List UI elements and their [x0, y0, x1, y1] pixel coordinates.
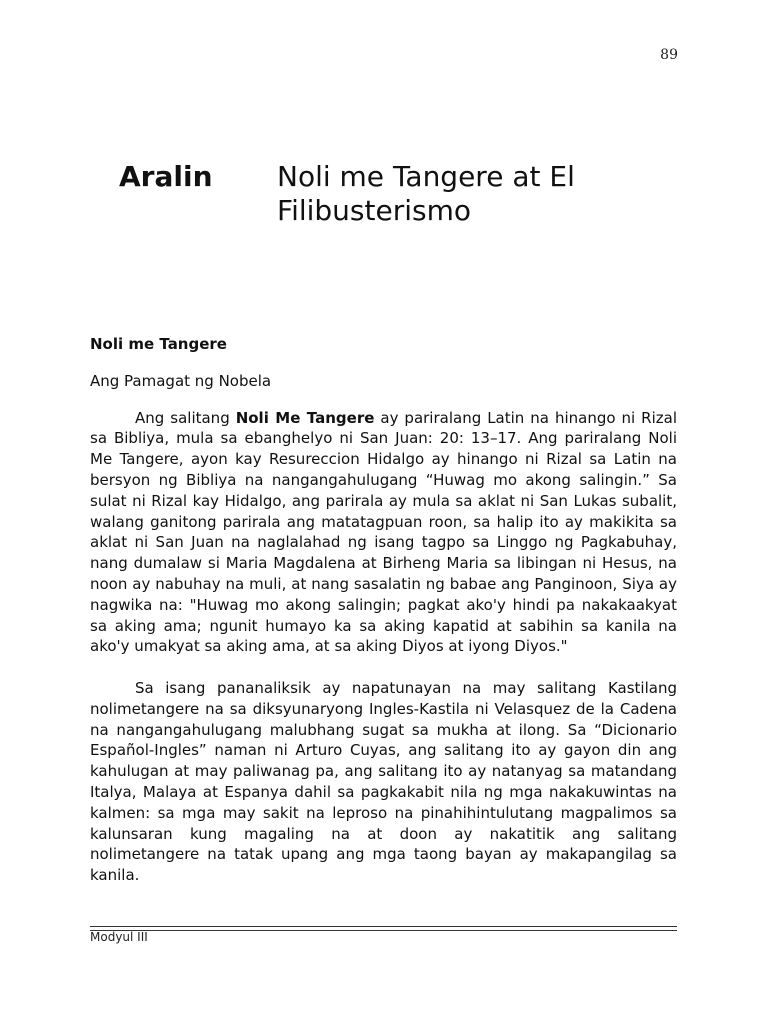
lesson-heading	[119, 160, 709, 228]
paragraph-2: Sa isang pananaliksik ay napatunayan na may salitang Kastilang nolimetangere na sa diksyunaryong Ingles-Kastila ni Velasquez de la Cadena na nangangahulugang malubhang sugat sa mukha at ilong. Sa “Dicionario Español-Ingles” naman ni Arturo Cuyas, ang salitang ito ay gayon din ang kahulugan at may paliwanag pa, ang salitang ito ay natanyag sa matandang Italya, Malaya at Espanya dahil sa pagkakabit nila ng mga nakakuwintas na kalmen: sa mga may sakit na leproso na pinahihintulutang magpalimos sa kalunsaran kung magaling na at doon ay nakatitik ang salitang nolimetangere na tatak upang ang mga taong bayan ay makapangilag sa kanila.	[90, 678, 677, 885]
paragraph-1	[90, 408, 677, 658]
lesson-title: Noli me Tangere at El Filibusterismo	[277, 160, 575, 227]
paragraph-1-rest: ay pariralang Latin na hinango ni Rizal sa Bibliya, mula sa ebanghelyo ni San Juan: 20: 13–17. Ang pariralang Noli Me Tangere, ayon kay Resureccion Hidalgo ay hinango ni Rizal sa Latin na bersyon ng Bibliya na nangangahulugang “Huwag mo akong salingin.” Sa sulat ni Rizal kay Hidalgo, ang parirala ay mula sa aklat ni San Lukas subalit, walang ganitong parirala ang matatagpuan roon, sa halip ito ay makikita sa aklat ni San Juan na naglalahad ng isang tagpo sa Linggo ng Pagkabuhay, nang dumalaw si Maria Magdalena at Birheng Maria sa libingan ni Hesus, na noon ay nabuhay na muli, at nang sasalatin ng babae ang Panginoon, Siya ay nagwika na: "Huwag mo akong salingin; pagkat ako'y hindi pa nakakaakyat sa aking ama; ngunit humayo ka sa aking kapatid at sabihin sa kanila na ako'y umakyat sa aking ama, at sa aking Diyos at iyong Diyos."	[90, 408, 677, 656]
section-subtitle: Ang Pamagat ng Nobela	[90, 371, 272, 390]
lesson-label: Aralin	[119, 160, 213, 193]
footer-divider	[90, 926, 677, 931]
paragraph-1-lead: Ang salitang	[135, 408, 236, 427]
page-number: 89	[660, 47, 678, 63]
main-content	[90, 334, 677, 907]
section-title: Noli me Tangere	[90, 335, 227, 353]
paragraph-1-bold-term: Noli Me Tangere	[235, 408, 375, 427]
footer-module-label: Modyul III	[90, 930, 148, 944]
